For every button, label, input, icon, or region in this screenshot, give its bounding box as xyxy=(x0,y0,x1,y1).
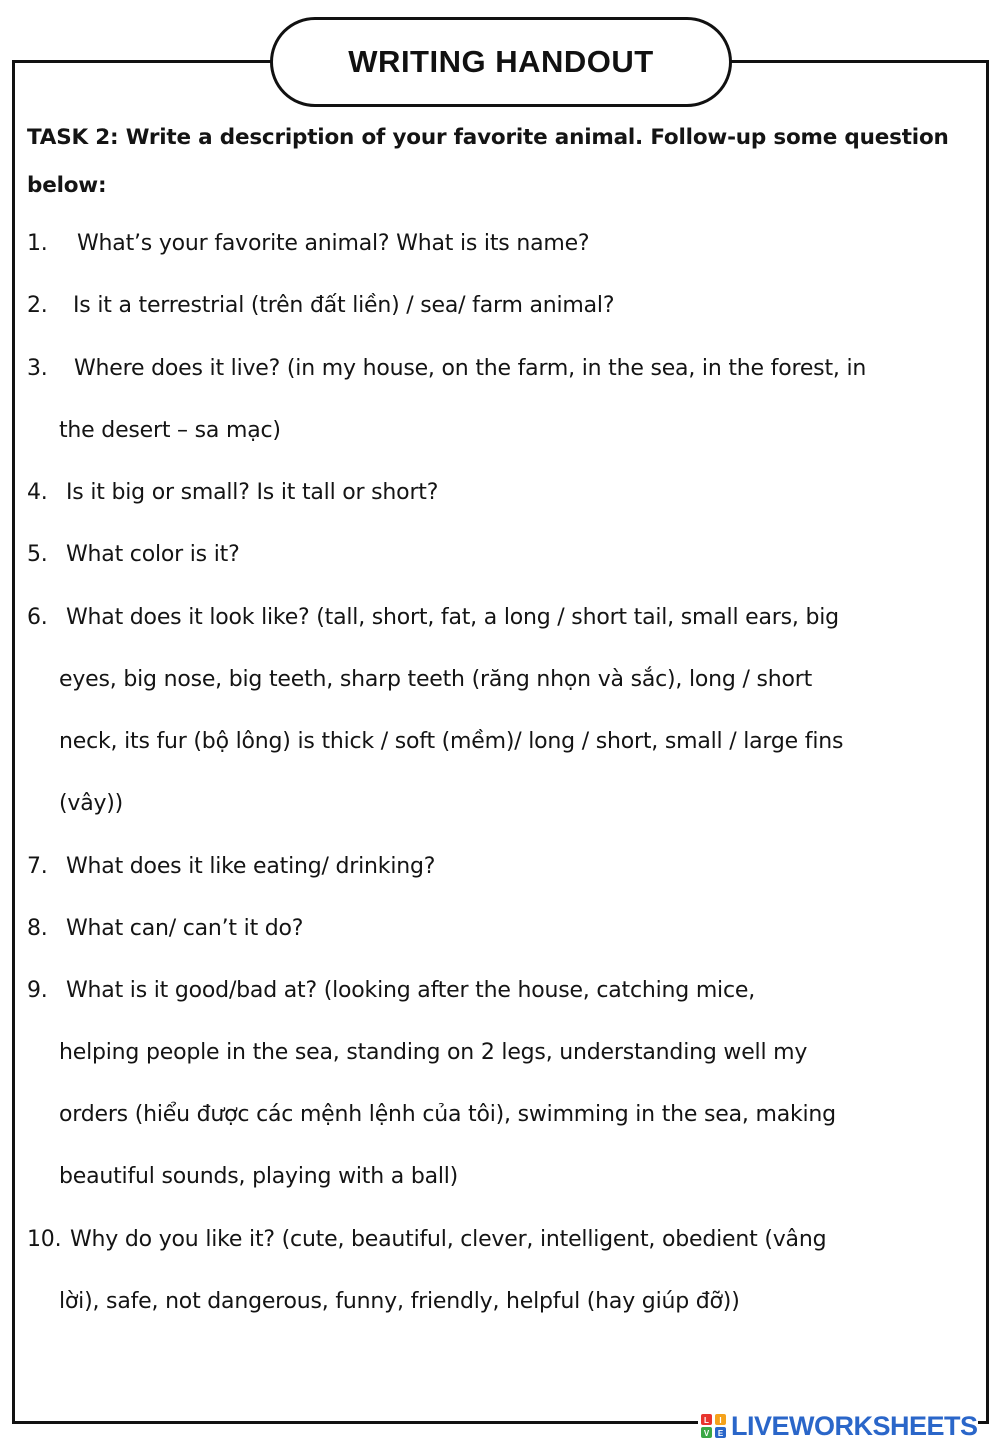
question-text: Why do you like it? (cute, beautiful, clever, intelligent, obedient (vâng xyxy=(70,1227,827,1252)
question-text: Is it a terrestrial (trên đất liền) / sea/ farm animal? xyxy=(73,293,615,318)
question-1 xyxy=(27,229,589,259)
question-text: What can/ can’t it do? xyxy=(66,916,304,941)
question-number: 1. xyxy=(27,231,48,256)
question-text: Where does it live? (in my house, on the farm, in the sea, in the forest, in xyxy=(74,356,867,381)
question-text: What color is it? xyxy=(66,542,240,567)
question-number: 10. xyxy=(27,1227,62,1252)
question-3-continuation: the desert – sa mạc) xyxy=(59,418,281,443)
liveworksheets-logo-icon xyxy=(700,1413,728,1439)
task-heading-line-1: TASK 2: Write a description of your favorite animal. Follow-up some question xyxy=(27,125,949,150)
question-7 xyxy=(27,852,435,882)
question-3 xyxy=(27,354,866,384)
question-6-continuation: eyes, big nose, big teeth, sharp teeth (răng nhọn và sắc), long / short xyxy=(59,667,813,692)
svg-text:E: E xyxy=(717,1429,724,1438)
liveworksheets-watermark xyxy=(698,1410,978,1442)
title-banner xyxy=(270,17,732,107)
question-number: 9. xyxy=(27,978,48,1003)
svg-text:L: L xyxy=(704,1416,709,1425)
question-text: What is it good/bad at? (looking after the house, catching mice, xyxy=(66,978,755,1003)
question-text: What’s your favorite animal? What is its name? xyxy=(77,231,590,256)
question-10-continuation: lời), safe, not dangerous, funny, friendly, helpful (hay giúp đỡ)) xyxy=(59,1289,740,1314)
question-6-continuation: (vây)) xyxy=(59,791,124,816)
question-9-continuation: helping people in the sea, standing on 2 legs, understanding well my xyxy=(59,1040,808,1065)
page-title: WRITING HANDOUT xyxy=(348,44,654,79)
question-5 xyxy=(27,540,240,570)
question-6-continuation: neck, its fur (bộ lông) is thick / soft (mềm)/ long / short, small / large fins xyxy=(59,729,844,754)
question-4 xyxy=(27,478,438,508)
liveworksheets-wordmark: LIVEWORKSHEETS xyxy=(731,1410,978,1441)
question-number: 4. xyxy=(27,480,48,505)
question-10 xyxy=(27,1225,826,1255)
question-number: 6. xyxy=(27,605,48,630)
question-number: 2. xyxy=(27,293,48,318)
svg-text:V: V xyxy=(703,1429,710,1438)
question-2 xyxy=(27,291,614,321)
question-9 xyxy=(27,976,755,1006)
question-number: 5. xyxy=(27,542,48,567)
question-text: What does it like eating/ drinking? xyxy=(66,854,436,879)
question-8 xyxy=(27,914,303,944)
question-text: Is it big or small? Is it tall or short? xyxy=(66,480,439,505)
question-9-continuation: beautiful sounds, playing with a ball) xyxy=(59,1164,459,1189)
question-number: 3. xyxy=(27,356,48,381)
question-text: What does it look like? (tall, short, fat, a long / short tail, small ears, big xyxy=(66,605,839,630)
question-6 xyxy=(27,603,839,633)
question-9-continuation: orders (hiểu được các mệnh lệnh của tôi), swimming in the sea, making xyxy=(59,1102,836,1127)
task-heading xyxy=(27,114,982,210)
question-number: 7. xyxy=(27,854,48,879)
question-number: 8. xyxy=(27,916,48,941)
task-heading-line-2: below: xyxy=(27,173,107,198)
svg-text:I: I xyxy=(719,1416,722,1425)
